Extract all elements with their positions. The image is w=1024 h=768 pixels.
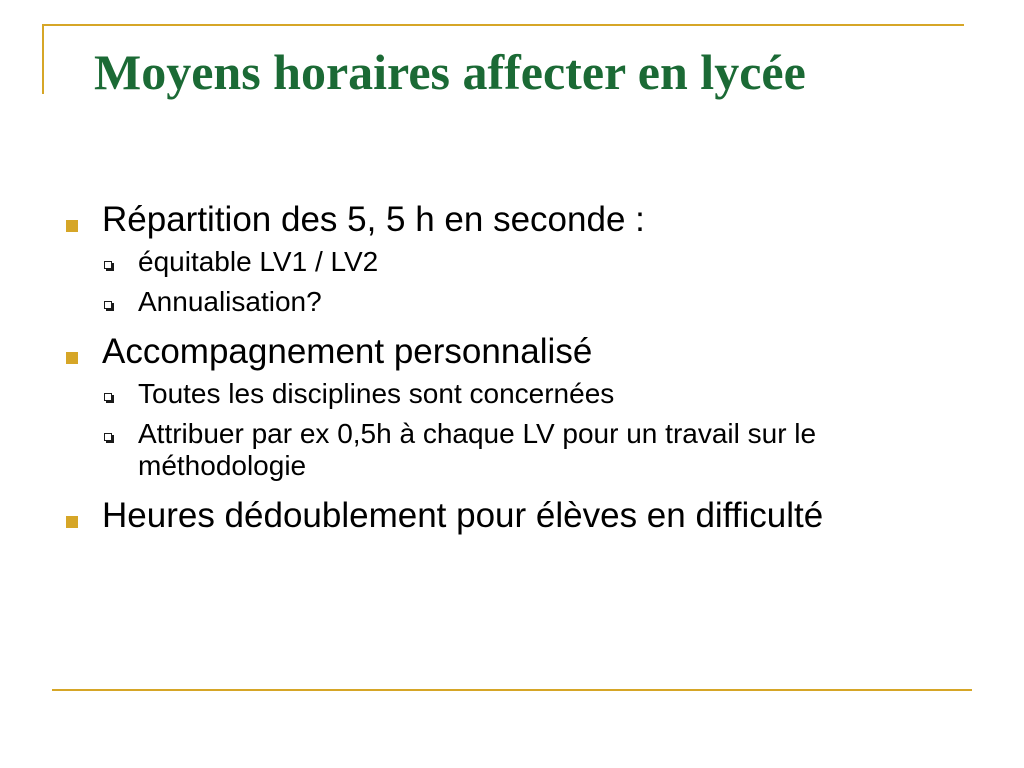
sub-bullet-equitable (102, 246, 960, 278)
bullet-text: Répartition des 5, 5 h en seconde : (102, 200, 645, 239)
bullet-heures-dedoublement (60, 496, 960, 536)
bottom-rule (52, 689, 972, 691)
top-rule (42, 24, 964, 26)
bullet-list (60, 200, 960, 536)
bullet-repartition (60, 200, 960, 318)
sub-bullet-attribuer (102, 418, 960, 482)
square-bullet-icon (66, 220, 78, 232)
sub-bullet-text: Annualisation? (138, 286, 322, 317)
sub-bullet-text: Attribuer par ex 0,5h à chaque LV pour un travail sur le méthodologie (138, 418, 817, 481)
sub-bullet-text: Toutes les disciplines sont concernées (138, 378, 615, 409)
sub-bullet-disciplines (102, 378, 960, 410)
bullet-accompagnement (60, 332, 960, 482)
sub-bullet-text: équitable LV1 / LV2 (138, 246, 379, 277)
square-bullet-icon (66, 516, 78, 528)
box-bullet-icon (104, 433, 112, 441)
bullet-text: Heures dédoublement pour élèves en difficulté (102, 496, 824, 535)
slide-title: Moyens horaires affecter en lycée (94, 44, 806, 100)
box-bullet-icon (104, 393, 112, 401)
box-bullet-icon (104, 261, 112, 269)
square-bullet-icon (66, 352, 78, 364)
box-bullet-icon (104, 301, 112, 309)
sub-list (102, 246, 960, 318)
sub-bullet-annualisation (102, 286, 960, 318)
bullet-text: Accompagnement personnalisé (102, 332, 593, 371)
sub-list (102, 378, 960, 482)
left-rule (42, 24, 44, 94)
